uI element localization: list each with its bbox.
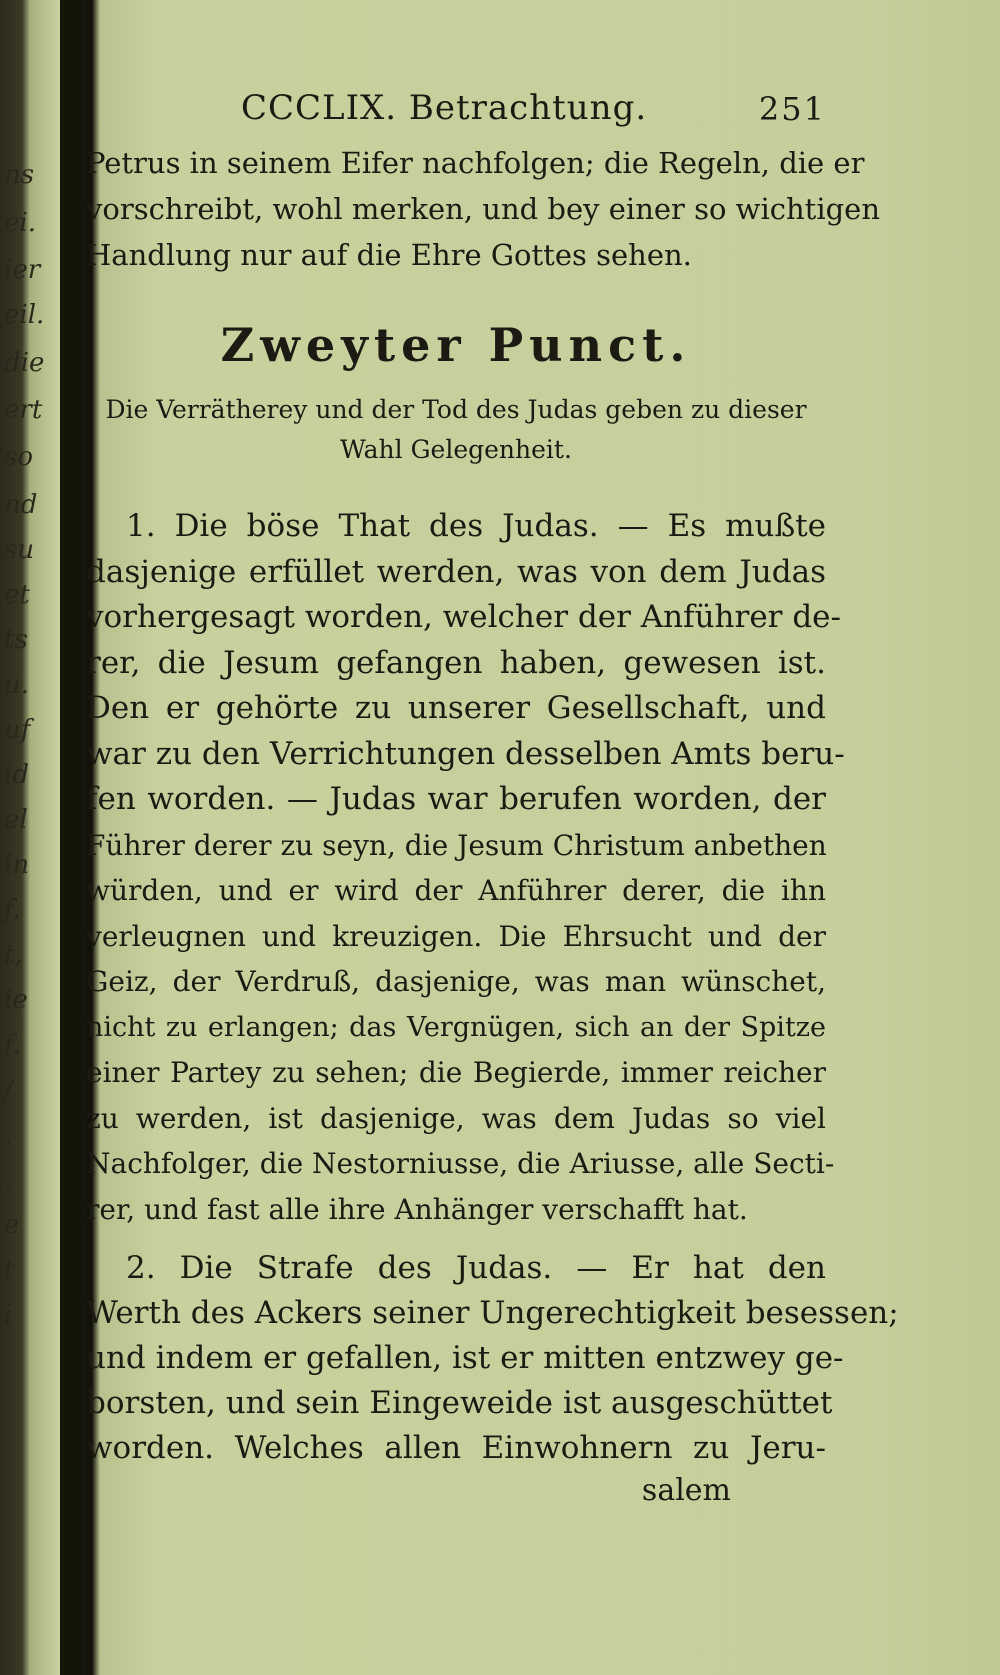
text-line: Werth des Ackers seiner Ungerechtigkeit besessen; — [86, 1295, 899, 1331]
text-line: würden, und er wird der Anführer derer, die ihn — [86, 874, 826, 907]
text-line: Handlung nur auf die Ehre Gottes sehen. — [86, 238, 692, 272]
margin-fragment: su — [4, 535, 35, 565]
page-content — [86, 80, 899, 1508]
margin-fragment: e — [4, 1210, 20, 1240]
summary-line: Die Verrätherey und der Tod des Judas geben zu dieser — [105, 395, 807, 424]
margin-fragment: ert — [4, 395, 43, 425]
margin-fragment: id — [4, 760, 29, 790]
summary-line: Wahl Gelegenheit. — [340, 435, 572, 464]
text-line: vorschreibt, wohl merken, und bey einer so wichtigen — [86, 192, 881, 226]
margin-fragment: el — [4, 805, 28, 835]
margin-fragment: / — [4, 1075, 13, 1105]
margin-fragment: et — [4, 580, 30, 610]
section-heading: Zweyter Punct. — [220, 318, 692, 372]
margin-fragment: ns — [4, 160, 35, 190]
margin-fragment: . — [4, 1165, 13, 1195]
text-line: verleugnen und kreuzigen. Die Ehrsucht und der — [86, 919, 826, 953]
margin-fragment: nd — [4, 490, 38, 520]
margin-fragment: ie — [4, 985, 28, 1015]
text-line: Den er gehörte zu unserer Gesellschaft, und — [86, 690, 826, 726]
paragraph-punishment — [86, 1246, 899, 1471]
text-line: 2. Die Strafe des Judas. — Er hat den — [126, 1250, 826, 1286]
margin-fragment: f. — [4, 895, 21, 925]
previous-page-margin — [0, 150, 70, 1500]
margin-fragment: t, — [4, 940, 23, 970]
text-line: und indem er gefallen, ist er mitten entzwey ge- — [86, 1340, 844, 1376]
text-line: Nachfolger, die Nestorniusse, die Ariusse, alle Secti- — [86, 1147, 835, 1180]
page-number: 251 — [758, 90, 826, 128]
margin-fragment: in — [4, 850, 30, 880]
text-line: fen worden. — Judas war berufen worden, der — [86, 781, 826, 817]
margin-fragment: die — [4, 348, 45, 378]
text-line: rer, die Jesum gefangen haben, gewesen ist. — [86, 644, 826, 681]
text-line: 1. Die böse That des Judas. — Es mußte — [126, 508, 826, 544]
running-title: CCCLIX. Betrachtung. — [241, 88, 648, 128]
text-line: Petrus in seinem Eifer nachfolgen; die Regeln, die er — [86, 146, 865, 180]
text-line: Führer derer zu seyn, die Jesum Christum anbethen — [86, 828, 827, 862]
catchword: salem — [641, 1473, 731, 1508]
margin-fragment: eil. — [4, 300, 45, 330]
running-head — [86, 80, 826, 140]
text-line: einer Partey zu sehen; die Begierde, immer reicher — [86, 1056, 826, 1089]
text-line: Geiz, der Verdruß, dasjenige, was man wünschet, — [86, 965, 826, 998]
text-line: zu werden, ist dasjenige, was dem Judas so viel — [86, 1101, 826, 1135]
margin-fragment: ier — [4, 255, 41, 285]
margin-fragment: , — [4, 1120, 13, 1150]
section-summary — [86, 390, 826, 470]
paragraph-betrayal — [86, 504, 845, 1232]
text-line: vorhergesagt worden, welcher der Anführer de- — [86, 599, 842, 635]
margin-fragment: t — [4, 1255, 15, 1285]
margin-fragment: ei. — [4, 208, 36, 238]
margin-fragment: uf — [4, 715, 31, 745]
margin-fragment: i — [4, 1300, 13, 1330]
text-line: rer, und fast alle ihre Anhänger verschafft hat. — [86, 1192, 748, 1226]
intro-text — [86, 140, 881, 278]
text-line: dasjenige erfüllet werden, was von dem Judas — [86, 553, 826, 590]
margin-fragment: u. — [4, 670, 30, 700]
margin-fragment: f. — [4, 1030, 21, 1060]
margin-fragment: ts — [4, 625, 28, 655]
text-line: nicht zu erlangen; das Vergnügen, sich an der Spitze — [86, 1011, 826, 1043]
text-line: worden. Welches allen Einwohnern zu Jeru- — [86, 1430, 826, 1466]
margin-fragment: so — [4, 442, 33, 472]
text-line: borsten, und sein Eingeweide ist ausgeschüttet — [86, 1385, 833, 1421]
text-line: war zu den Verrichtungen desselben Amts beru- — [86, 735, 845, 772]
